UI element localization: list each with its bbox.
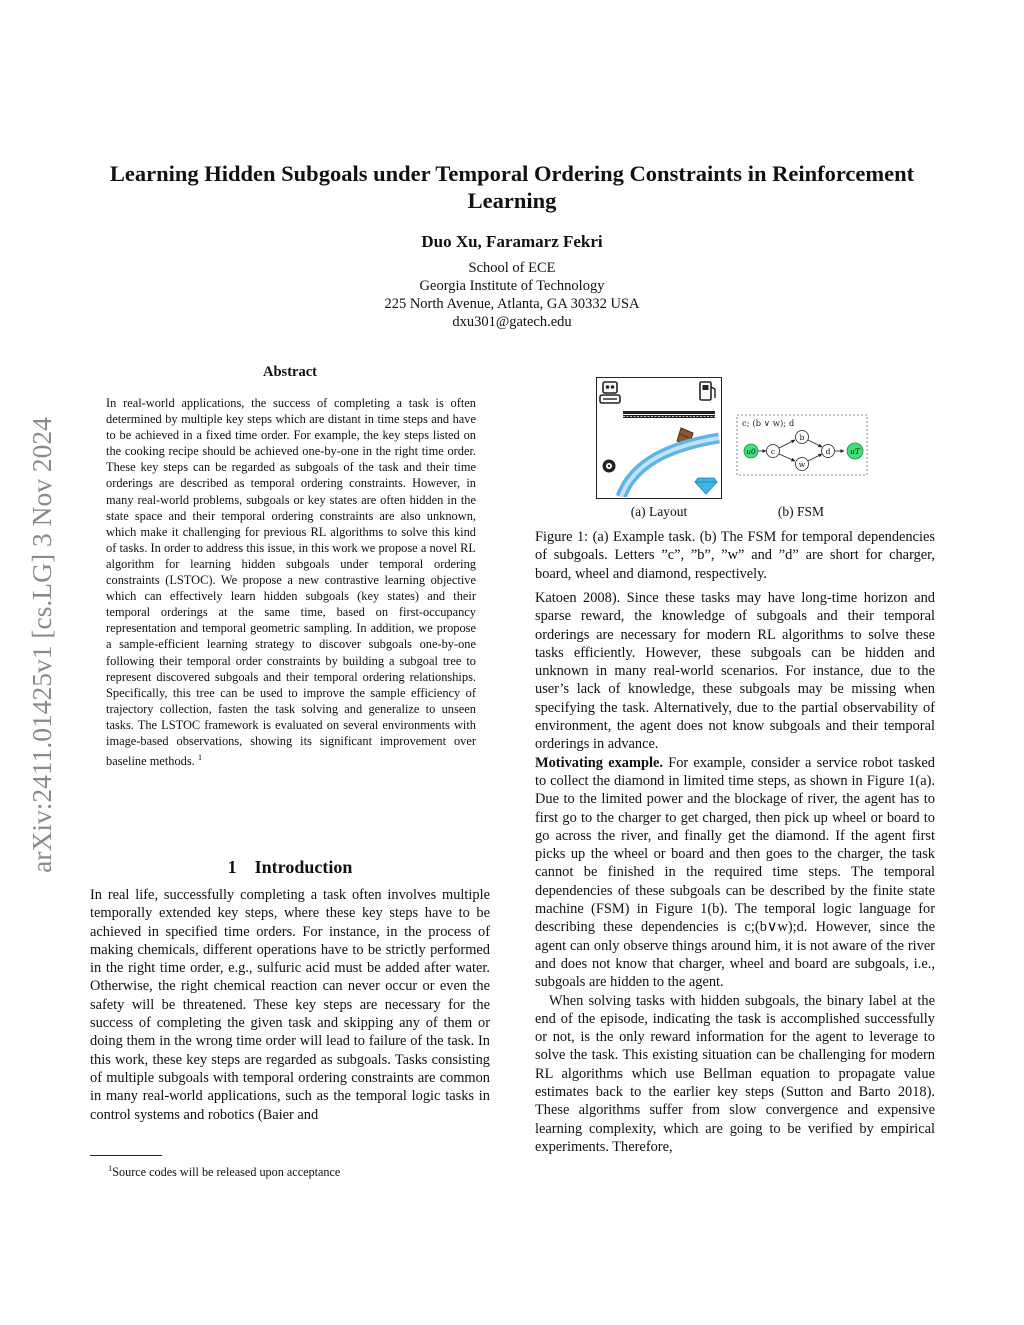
svg-text:c: c [770,447,776,456]
svg-text:uT: uT [850,447,860,456]
intro-paragraph: In real life, successfully completing a task often involves multiple temporally extended key steps, where these key steps have to be achieved in specified time orders. For instance, in the process of making chemicals, different operations have to be strictly performed in the right time order, e.g., sulfuric acid must be added after water. Otherwise, the right chemical reaction can never occur or even the safety will be threatened. These key steps are necessary for the success of completing the given task and skipping any of them or doing them in the wrong time order will lead to failure of the task. In this work, these key steps are regarded as subgoals. Tasks consisting of multiple subgoals with temporal ordering constraints are common in many real-world applications, such as the temporal logic tasks in control systems and robotics (Baier and [90,887,490,1123]
fsm-node-b [796,431,809,444]
section-heading [90,857,490,878]
footnote-ref[interactable]: 1 [197,752,203,763]
robot-icon [600,382,620,403]
run-in-heading: Motivating example. [535,754,663,771]
footnote-mark: 1 [108,1163,113,1173]
affiliation-line: 225 North Avenue, Atlanta, GA 30332 USA [384,296,640,312]
authors: Duo Xu, Faramarz Fekri [421,232,603,251]
paragraph: Katoen 2008). Since these tasks may have long-time horizon and sparse reward, the knowledge of subgoals and their temporal orderings are necessary for modern RL algorithms to solve these tasks efficiently. However, these subgoals can be hidden and unknown in many real-world scenarios. For instance, due to the user’s lack of knowledge, these subgoals may be missing when specifying the task. Alternatively, due to the partial observability of environment, the agent does not know subgoals and their temporal orderings in advance. [535,590,935,753]
paragraph-text: For example, consider a service robot tasked to collect the diamond in limited time steps, as shown in Figure 1(a). Due to the limited power and the blockage of river, the agent has to first go to the charger to get charged, then pick up wheel or board to go across the river, and finally get the diamond. If the agent first picks up the wheel or board and then goes to the charger, the task cannot be finished in the required time steps. The temporal dependencies of these subgoals can be described by the finite state machine (FSM) in Figure 1(b). The temporal logic language for describing these dependencies is c;(b∨w);d. However, since the agent can only observe things around him, it is not aware of the river and does not know that charger, wheel and board are subgoals, i.e., subgoals are hidden to the agent. [535,754,935,991]
affiliation-line: School of ECE [468,260,556,276]
footnote-text: Source codes will be released upon acceptance [112,1165,341,1180]
right-column-body [535,589,935,1156]
svg-text:u0: u0 [746,447,756,456]
abstract-heading: Abstract [263,364,317,380]
footnote [90,1161,490,1180]
diamond-icon [695,478,717,494]
paragraph: When solving tasks with hidden subgoals, the binary label at the end of the episode, indicating the task is accomplished successfully or not, is the only reward information for the agent to leverage to solve the task. This existing situation can be challenging for modern RL algorithms which use Bellman equation to propagate value estimates back to the earlier key steps (Sutton and Barto 2018). These algorithms suffer from slow convergence and expensive learning complexity, which are going to be verified by empirical experiments. Therefore, [535,992,935,1155]
fsm-node-u0 [744,444,758,458]
paragraph-motivating [535,754,935,992]
fsm-label: c; (b ∨ w); d [742,419,795,429]
layout-illustration [597,378,720,497]
figure-fsm [736,414,868,476]
fsm-node-d [822,445,835,458]
section-title: Introduction [254,857,353,877]
fsm-diagram [736,414,868,476]
figure-layout [596,377,722,499]
paper-title: Learning Hidden Subgoals under Temporal Ordering Constraints in Reinforcement Learning [109,161,915,213]
arxiv-id: arXiv:2411.01425v1 [cs.LG] 3 Nov 2024 [26,417,58,873]
affiliation-line: Georgia Institute of Technology [419,278,605,294]
charger-icon [700,382,715,400]
section-number: 1 [227,857,237,877]
wheel-icon [603,460,616,473]
blockage-wall-icon [623,411,715,418]
svg-text:d: d [825,447,831,456]
abstract-text: In real-world applications, the success of completing a task is often determined by multiple key steps which are distant in time steps and have to be achieved in a fixed time order. For example, the key steps listed on the cooking recipe should be achieved one-by-one in the right time order. These key steps can be regarded as subgoals of the task and their time orderings are described as temporal ordering constraints. However, in many real-world problems, subgoals or key states are often hidden in the state space and their temporal ordering constraints are also unknown, which make it challenging for previous RL algorithms to solve this kind of tasks. In order to address this issue, in this work we propose a novel RL algorithm for learning hidden subgoals under temporal ordering constraints (LSTOC). We propose a new contrastive learning objective which can effectively learn hidden subgoals (key states) and their temporal orderings at the same time, based on first-occupancy representation and temporal geometric sampling. In addition, we propose a sample-efficient learning strategy to discover subgoals one-by-one following their temporal order constraints by building a subgoal tree to represent discovered subgoals and their temporal ordering relationships. Specifically, this tree can be used to improve the sample efficiency of trajectory collection, fasten the task solving and generalize to unseen tasks. The LSTOC framework is evaluated on several environments with image-based observations, showing its significant improvement over baseline methods. [106,396,476,769]
fsm-node-c [767,445,780,458]
author-email: dxu301@gatech.edu [452,314,572,330]
affiliation [200,259,824,331]
footnote-rule [90,1155,162,1156]
svg-text:b: b [799,433,805,442]
fsm-node-uT [847,443,863,459]
arxiv-stamp [12,355,72,935]
abstract-body [106,395,476,769]
subfigure-caption-b: (b) FSM [777,504,825,519]
figure-caption: Figure 1: (a) Example task. (b) The FSM for temporal dependencies of subgoals. Letters ”c”, ”b”, ”w” and ”d” are short for charger, board, wheel and diamond, respectively. [535,529,935,582]
fsm-node-w [796,458,809,471]
svg-text:w: w [798,460,806,469]
subfigure-caption-a: (a) Layout [630,504,688,519]
